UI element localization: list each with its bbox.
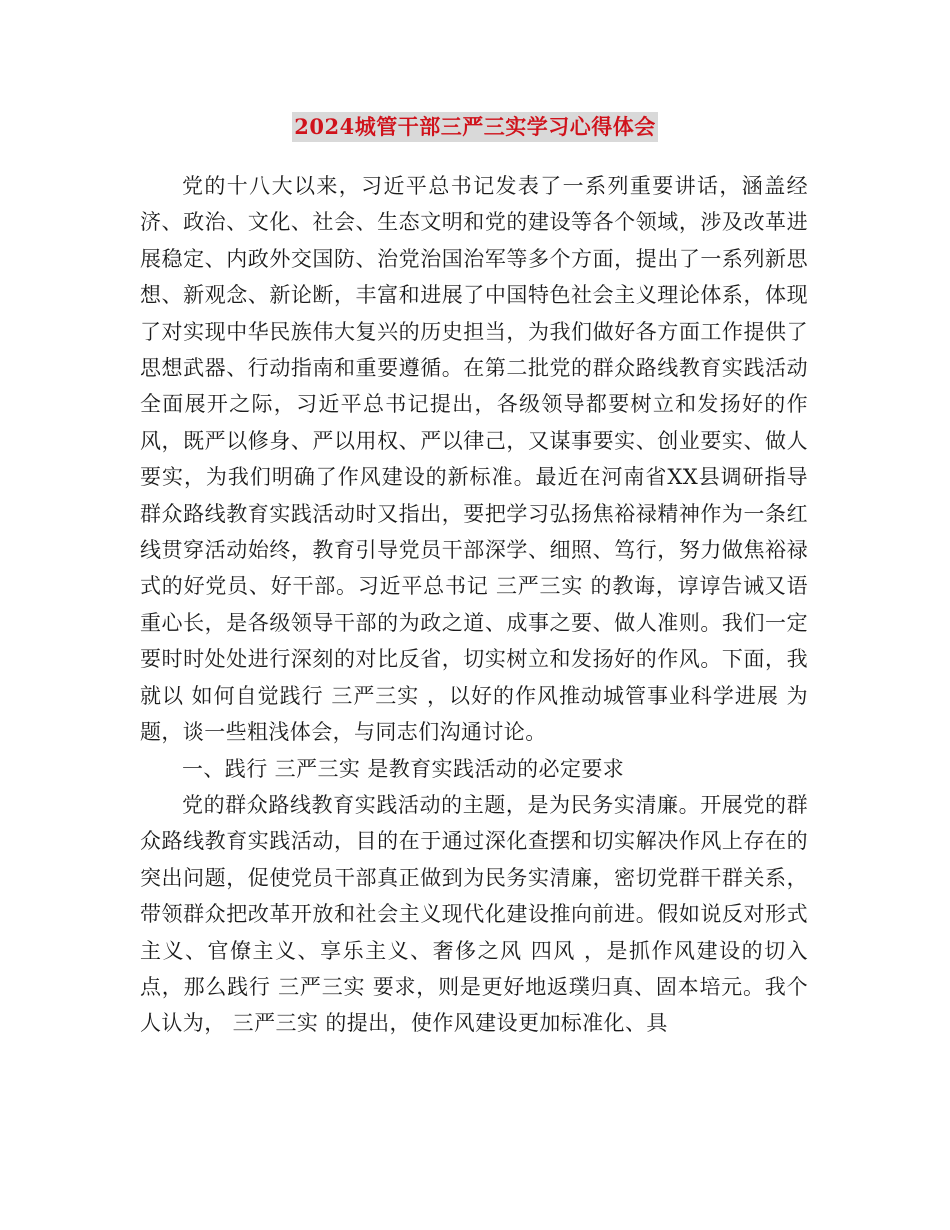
document-body	[140, 168, 808, 1042]
paragraph-section-1: 党的群众路线教育实践活动的主题，是为民务实清廉。开展党的群众路线教育实践活动，目的在于通过深化查摆和切实解决作风上存在的突出问题，促使党员干部真正做到为民务实清廉，密切党群干群关系，带领群众把改革开放和社会主义现代化建设推向前进。假如说反对形式主义、官僚主义、享乐主义、奢侈之风 四风 ，是抓作风建设的切入点，那么践行 三严三实 要求，则是更好地返璞归真、固本培元。我个人认为， 三严三实 的提出，使作风建设更加标准化、具	[140, 792, 808, 1036]
paragraph-intro: 党的十八大以来，习近平总书记发表了一系列重要讲话，涵盖经济、政治、文化、社会、生态文明和党的建设等各个领域，涉及改革进展稳定、内政外交国防、治党治国治军等多个方面，提出了一系列新思想、新观念、新论断，丰富和进展了中国特色社会主义理论体系，体现了对实现中华民族伟大复兴的历史担当，为我们做好各方面工作提供了思想武器、行动指南和重要遵循。在第二批党的群众路线教育实践活动全面展开之际，习近平总书记提出，各级领导都要树立和发扬好的作风，既严以修身、严以用权、严以律己，又谋事要实、创业要实、做人要实，为我们明确了作风建设的新标准。最近在河南省XX县调研指导群众路线教育实践活动时又指出，要把学习弘扬焦裕禄精神作为一条红线贯穿活动始终，教育引导党员干部深学、细照、笃行，努力做焦裕禄式的好党员、好干部。习近平总书记 三严三实 的教诲，谆谆告诫又语重心长，是各级领导干部的为政之道、成事之要、做人准则。我们一定要时时处处进行深刻的对比反省，切实树立和发扬好的作风。下面，我就以 如何自觉践行 三严三实 ，以好的作风推动城管事业科学进展 为题，谈一些粗浅体会，与同志们沟通讨论。	[140, 174, 808, 745]
title-block	[0, 112, 950, 142]
document-title: 2024城管干部三严三实学习心得体会	[292, 112, 657, 142]
section-heading-1: 一、践行 三严三实 是教育实践活动的必定要求	[182, 756, 625, 781]
